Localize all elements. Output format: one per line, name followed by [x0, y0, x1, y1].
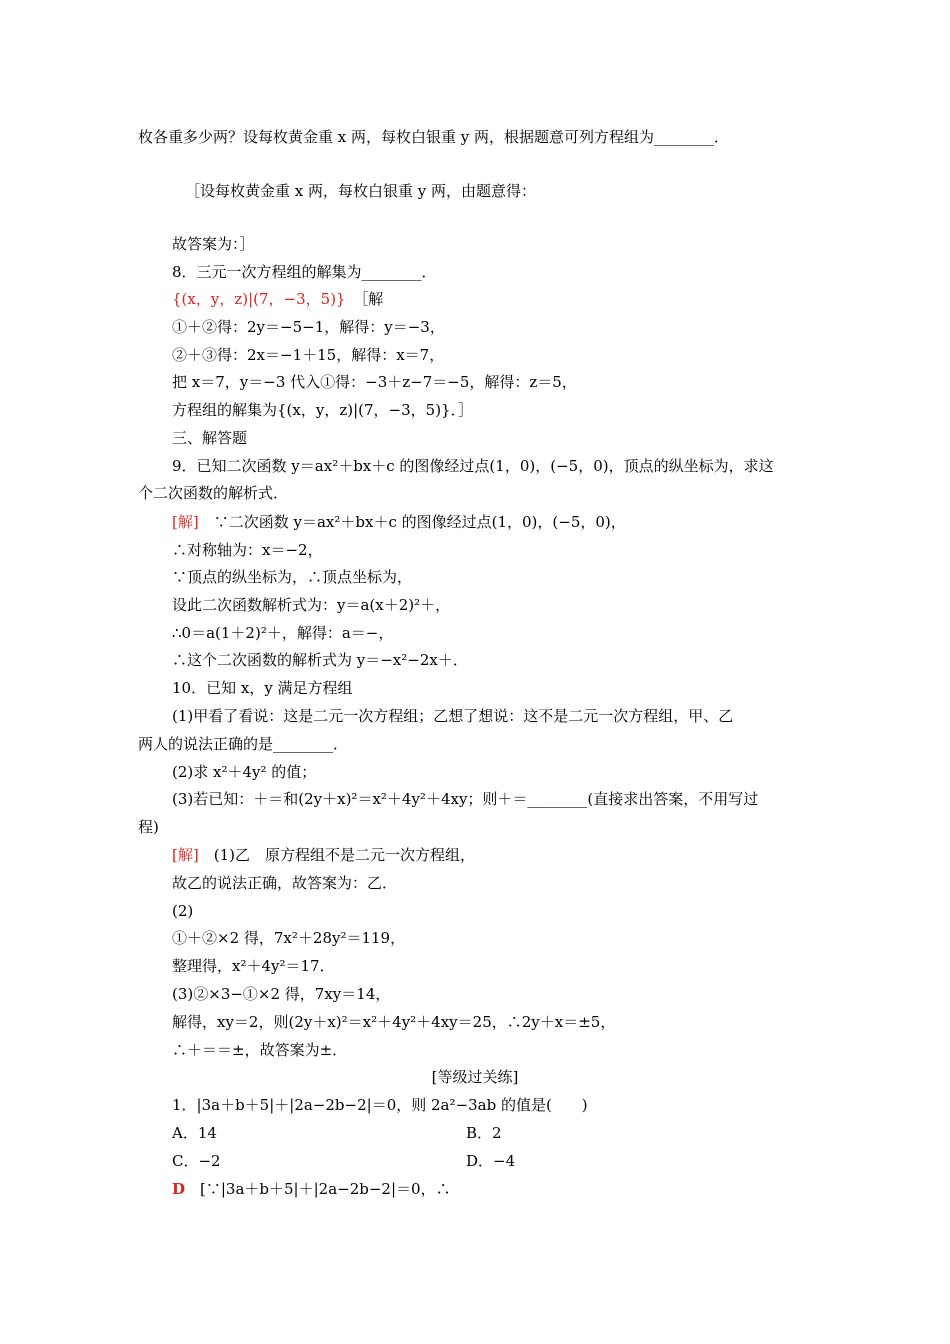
text-line: 设此二次函数解析式为：y＝a(x＋2)²＋， — [172, 596, 451, 614]
choice-a: A．14 — [172, 1124, 217, 1142]
solution-marker: [解] — [172, 513, 199, 531]
text-line: (3)②×3−①×2 得，7xy＝14， — [172, 985, 391, 1003]
choice-c: C．−2 — [172, 1152, 221, 1170]
text-line: 8．三元一次方程组的解集为________． — [172, 263, 437, 281]
text-line: 方程组的解集为{(x，y，z)|(7，−3，5)}．］ — [172, 401, 474, 419]
section-heading: [等级过关练] — [431, 1068, 519, 1086]
text-line: ∴这个二次函数的解析式为 y＝−x²−2x＋． — [172, 651, 468, 669]
text-line: (1)甲看了看说：这是二元一次方程组；乙想了想说：这不是二元一次方程组，甲、乙 — [172, 707, 734, 725]
text-line: 整理得，x²＋4y²＝17． — [172, 957, 335, 975]
text-line: 程) — [138, 818, 159, 836]
text-line: [解] (1)乙 原方程组不是二元一次方程组， — [172, 846, 475, 864]
text-line: ∴＋＝＝±，故答案为±． — [172, 1041, 348, 1059]
text-line: {(x，y，z)|(7，−3，5)} ［解 — [172, 290, 384, 308]
text-line: 9．已知二次函数 y＝ax²＋bx＋c 的图像经过点(1，0)，(−5，0)，顶点的纵坐标为，求这 — [172, 457, 774, 475]
text-line: 枚各重多少两？设每枚黄金重 x 两，每枚白银重 y 两，根据题意可列方程组为________． — [138, 128, 730, 146]
text-line: ∴对称轴为：x＝−2， — [172, 541, 323, 559]
answer-letter: D — [172, 1180, 186, 1198]
text-line: (2) — [172, 902, 194, 920]
text-line: ①＋②得：2y＝−5−1，解得：y＝−3， — [172, 318, 445, 336]
choice-d: D．−4 — [466, 1152, 516, 1170]
text-line: 把 x＝7，y＝−3 代入①得：−3＋z−7＝−5，解得：z＝5， — [172, 373, 577, 391]
text-line: ∴0＝a(1＋2)²＋，解得：a＝−， — [172, 624, 394, 642]
text-line: ［设每枚黄金重 x 两，每枚白银重 y 两，由题意得： — [185, 182, 537, 200]
text-line: (3)若已知：＋＝和(2y＋x)²＝x²＋4y²＋4xy；则＋＝________(直接求出答案，不用写过 — [172, 790, 759, 808]
text-line: 个二次函数的解析式． — [138, 484, 289, 502]
text-line: 故乙的说法正确，故答案为：乙． — [172, 874, 398, 892]
text-line: [解] ∵二次函数 y＝ax²＋bx＋c 的图像经过点(1，0)，(−5，0)， — [172, 513, 626, 531]
question-line: 1．|3a＋b＋5|＋|2a−2b−2|＝0，则 2a²−3ab 的值是( ) — [172, 1096, 588, 1114]
text-line: 10．已知 x，y 满足方程组 — [172, 679, 353, 697]
text-line: ②＋③得：2x＝−1＋15，解得：x＝7， — [172, 346, 445, 364]
solution-marker: [解] — [172, 846, 199, 864]
text-line: (2)求 x²＋4y² 的值； — [172, 763, 317, 781]
text-line: ∵顶点的纵坐标为，∴顶点坐标为， — [172, 568, 413, 586]
choice-b: B．2 — [466, 1124, 502, 1142]
text-line: 故答案为：］ — [172, 235, 255, 253]
answer-highlight: {(x，y，z)|(7，−3，5)} — [172, 290, 346, 308]
text-line: 解得，xy＝2，则(2y＋x)²＝x²＋4y²＋4xy＝25，∴2y＋x＝±5， — [172, 1013, 616, 1031]
text-line: ①＋②×2 得，7x²＋28y²＝119， — [172, 929, 406, 947]
section-heading: 三、解答题 — [172, 429, 248, 447]
text-line: 两人的说法正确的是________． — [138, 735, 349, 753]
text-line: D [∵|3a＋b＋5|＋|2a−2b−2|＝0，∴ — [172, 1180, 451, 1198]
